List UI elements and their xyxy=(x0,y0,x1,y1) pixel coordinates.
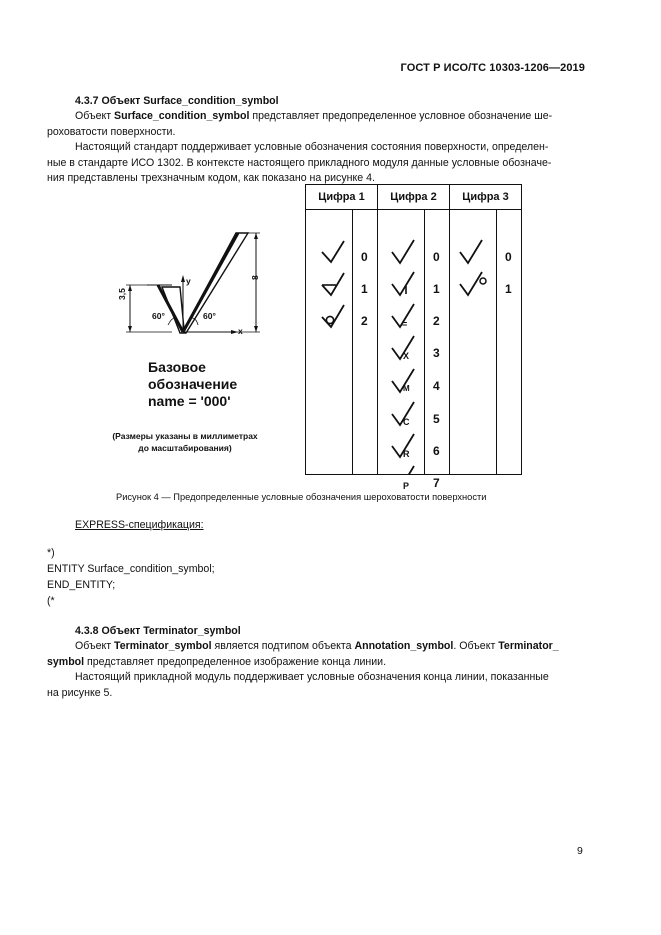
text-span: . Объект xyxy=(453,640,499,652)
section-title-4-3-8: 4.3.8 Объект Terminator_symbol xyxy=(75,625,241,637)
lay-letter: C xyxy=(403,417,410,427)
digit2-code: 1 xyxy=(433,282,440,296)
label-line: name = '000' xyxy=(148,393,231,409)
digit3-code: 1 xyxy=(505,282,512,296)
lay-letter: P xyxy=(403,481,410,491)
entity-name: Surface_condition_symbol xyxy=(114,110,250,122)
text-span: Объект xyxy=(75,640,115,652)
figure-caption: Рисунок 4 — Предопределенные условные обозначения шероховатости поверхности xyxy=(116,492,487,502)
express-label: EXPRESS-спецификация: xyxy=(75,519,204,531)
paragraph-line: на рисунке 5. xyxy=(47,686,113,699)
paragraph-line: роховатости поверхности. xyxy=(47,125,176,138)
lay-letter: X xyxy=(403,351,410,361)
digit1-code-column xyxy=(353,210,378,475)
entity-name: Terminator_ xyxy=(498,640,559,652)
digit1-code: 1 xyxy=(361,282,368,296)
paragraph-surface-condition xyxy=(47,109,587,140)
text-span: является подтипом объекта xyxy=(211,640,355,652)
digit1-symbol-column xyxy=(306,210,353,475)
code-line: (* xyxy=(47,595,55,607)
digit3-symbol-column xyxy=(450,210,497,475)
digit2-code: 5 xyxy=(433,412,440,426)
paragraph-line xyxy=(47,109,587,125)
digit1-code: 0 xyxy=(361,250,368,264)
digit2-code: 6 xyxy=(433,444,440,458)
label-line: Базовое xyxy=(148,359,206,375)
lay-particulate-icon xyxy=(392,466,414,474)
roughness-machined-icon xyxy=(322,273,344,295)
paragraph-line: ные в стандарте ИСО 1302. В контексте настоящего прикладного модуля данные условные обозначе- xyxy=(47,156,552,169)
roughness-basic-icon xyxy=(460,240,482,263)
axis-y-label: y xyxy=(186,276,191,286)
section-title-4-3-7: 4.3.7 Объект Surface_condition_symbol xyxy=(75,95,279,107)
paragraph-terminator-support xyxy=(47,670,587,701)
lay-letter: = xyxy=(402,319,408,329)
digit2-code: 4 xyxy=(433,379,440,393)
paragraph-line: ния представлены трехзначным кодом, как показано на рисунке 4. xyxy=(47,172,375,185)
roughness-no-removal-icon xyxy=(322,305,344,327)
code-line: END_ENTITY; xyxy=(47,579,116,591)
header-digit-3: Цифра 3 xyxy=(450,185,522,210)
lay-letter: M xyxy=(403,384,410,393)
note-line: до масштабирования) xyxy=(138,443,232,453)
text-span: представляет предопределенное условное обозначение ше- xyxy=(249,110,553,122)
header-digit-2: Цифра 2 xyxy=(378,185,450,210)
digit1-code: 2 xyxy=(361,314,368,328)
digit3-code-column xyxy=(497,210,522,475)
page-number: 9 xyxy=(577,845,583,857)
note-line: (Размеры указаны в миллиметрах xyxy=(112,431,258,441)
entity-name: Terminator_symbol xyxy=(114,640,212,652)
label-line: обозначение xyxy=(148,376,238,392)
express-code xyxy=(47,545,215,609)
digit2-code: 3 xyxy=(433,346,440,360)
paragraph-line: Настоящий прикладной модуль поддерживает условные обозначения конца линии, показанные xyxy=(75,671,549,683)
roughness-all-around-icon xyxy=(460,272,482,295)
dimension-long-label: 8 xyxy=(250,275,260,280)
paragraph-terminator xyxy=(47,639,587,670)
code-line: ENTITY Surface_condition_symbol; xyxy=(47,563,215,575)
axis-x-label: x xyxy=(238,326,243,336)
digit3-code: 0 xyxy=(505,250,512,264)
angle-left-label: 60° xyxy=(152,311,165,321)
roughness-basic-icon xyxy=(322,241,344,262)
dimension-height-label: 3,5 xyxy=(117,288,127,300)
entity-name: symbol xyxy=(47,655,85,668)
digit2-code: 2 xyxy=(433,314,440,328)
angle-right-label: 60° xyxy=(203,311,216,321)
digit2-code-column xyxy=(425,210,450,490)
paragraph-standard-support xyxy=(47,140,587,187)
digit1-symbols xyxy=(306,210,350,330)
text-span: представляет предопределенное изображение конца линии. xyxy=(84,655,387,668)
lay-none-icon xyxy=(392,240,414,263)
digit2-symbols xyxy=(378,210,422,474)
digit2-symbol-column xyxy=(378,210,425,491)
lay-letter: R xyxy=(403,449,410,459)
base-symbol-label xyxy=(148,359,237,410)
entity-name: Annotation_symbol xyxy=(354,640,454,652)
base-symbol-drawing xyxy=(110,225,280,340)
digit2-code: 7 xyxy=(433,476,440,490)
code-line: *) xyxy=(47,547,55,559)
digit2-code: 0 xyxy=(433,250,440,264)
header-digit-1: Цифра 1 xyxy=(306,185,378,210)
dimension-note xyxy=(105,430,265,454)
digit3-symbols xyxy=(450,210,494,310)
document-code: ГОСТ Р ИСО/ТС 10303-1206—2019 xyxy=(400,62,585,74)
lay-perpendicular-icon xyxy=(392,272,414,295)
text-span: Объект xyxy=(75,110,115,122)
paragraph-line xyxy=(47,655,587,671)
symbol-code-table xyxy=(305,184,522,491)
paragraph-line xyxy=(47,639,587,655)
paragraph-line: Настоящий стандарт поддерживает условные обозначения состояния поверхности, определен- xyxy=(75,141,549,153)
